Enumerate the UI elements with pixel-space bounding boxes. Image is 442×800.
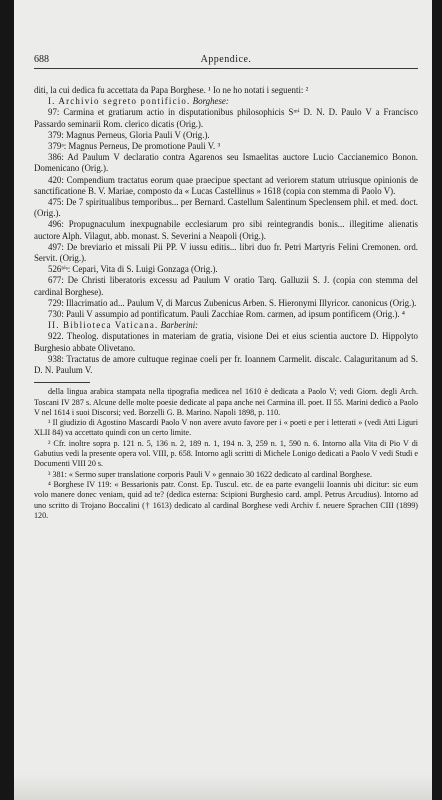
page-header — [34, 54, 418, 69]
footnote: ¹ Il giudizio di Agostino Mascardi Paolo V non avere avuto favore per i « poeti e per i letterati » (vedi Atti Liguri XLII 84) va accettato quindi con un certo limite. — [34, 418, 418, 438]
footnote: della lingua arabica stampata nella tipografia medicea nel 1610 è dedicata a Paolo V; vedi Giorn. degli Arch. Toscani IV 287 s. Alcune delle molte poesie dedicate al papa anche nei Carmina ill. poet. II 55. Marini dedicò a Paolo V nel 1614 i suoi Discorsi; ved. Borzelli G. B. Marino. Napoli 1898, p. 110. — [34, 387, 418, 417]
section-heading: II. Biblioteca Vaticana. Barberini: — [48, 320, 199, 331]
footnotes — [34, 387, 418, 521]
catalog-entry: 729: Illacrimatio ad... Paulum V, di Marcus Zubenicus Arben. S. Hieronymi Illyricor. canonicus (Orig.). — [48, 297, 417, 308]
main-text — [34, 85, 418, 521]
catalog-entry: 496: Propugnaculum inexpugnabile ecclesiarum pro sibi reintegrandis bonis... illegitime alienatis auctore Alph. Vilagut, abb. monast. S. Severini a Neapoli (Orig.). — [34, 219, 418, 241]
catalog-entry: 420: Compendium tractatus eorum quae praecipue spectant ad veriorem statum utriusque opinionis de sanctificatione B. V. Mariae, composto da « Lucas Castellinus » 1618 (copia con stemma di Paolo V). — [34, 174, 418, 196]
footnote: ³ 381: « Sermo super translatione corporis Pauli V » gennaio 30 1622 dedicato al cardinal Borghese. — [48, 469, 373, 479]
footnote: ⁴ Borghese IV 119: « Bessarionis patr. Const. Ep. Tuscul. etc. de ea parte evangelii Ioannis ubi dicitur: sic eum volo manere donec veniam, quid ad te? (dedica esterna: Scipioni Burghesio card. ampl. Petrus Arcudius). Intorno ad uno scritto di Trojano Boccalini († 1613) dedicato al cardinal Borghese vedi Archiv f. neuere Sprachen CIII (1899) 120. — [34, 479, 418, 520]
footnote: ² Cfr. inoltre sopra p. 121 n. 5, 136 n. 2, 189 n. 1, 194 n. 3, 259 n. 1, 590 n. 6. Intorno alla Vita di Pio V di Gabutius vedi la presente opera vol. VIII, p. 658. Intorno agli scritti di Michele Lonigo dedicati a Paolo V vedi Studi e Documenti VIII 20 s. — [34, 438, 418, 469]
catalog-entry: 379ᵃ: Magnus Perneus, De promotione Pauli V. ³ — [48, 141, 221, 152]
running-title: Appendice. — [200, 54, 252, 65]
section-heading: I. Archivio segreto pontificio. Borghese: — [48, 96, 229, 107]
intro-paragraph: diti, la cui dedica fu accettata da Papa Borghese. ¹ Io ne ho notati i seguenti: ² — [34, 85, 309, 95]
footnote-divider — [34, 382, 90, 383]
catalog-entry: 730: Pauli V assumpio ad pontificatum. Pauli Zacchiae Rom. carmen, ad ipsum pontificem (Orig.). ⁴ — [48, 309, 405, 320]
page-bottom-edge — [14, 774, 432, 800]
book-page — [14, 0, 432, 800]
page-number: 688 — [34, 54, 49, 65]
catalog-entry: 97: Carmina et gratiarum actio in disputationibus philosophicis Sᵐⁱ D. N. D. Paulo V a Francisco Passardo seminarii Rom. clerico dicatis (Orig.). — [34, 107, 418, 129]
catalog-entry: 526ᵇⁱˢ: Cepari, Vita di S. Luigi Gonzaga (Orig.). — [48, 264, 218, 275]
catalog-entry: 386: Ad Paulum V declaratio contra Agarenos seu Ismaelitas auctore Lucio Caccianemico Bonon. Domenicano (Orig.). — [34, 152, 418, 174]
catalog-entry: 379: Magnus Perneus, Gloria Pauli V (Orig.). — [48, 129, 210, 140]
catalog-entry: 677: De Christi liberatoris excessu ad Paulum V oratio Tarq. Galluzii S. J. (copia con stemma del cardinal Borghese). — [34, 275, 418, 297]
catalog-entry: 922. Theolog. disputationes in materiam de gratia, visione Dei et eius scientia auctore D. Hippolyto Burghesio abbate Olivetano. — [34, 331, 418, 353]
catalog-entry: 497: De breviario et missali Pii PP. V iussu editis... libri duo fr. Petri Martyris Felini Cremonen. ord. Servit. (Orig.). — [34, 241, 418, 264]
catalog-entry: 938: Tractatus de amore cultuque reginae coeli per fr. Ioannem Carmelit. discalc. Calaguritanum ad S. D. N. Paulum V. — [34, 353, 418, 376]
catalog-entry: 475: De 7 spiritualibus temporibus... per Bernard. Castellum Salentinum Speclensem phil. et med. doct. (Orig.). — [34, 197, 418, 219]
